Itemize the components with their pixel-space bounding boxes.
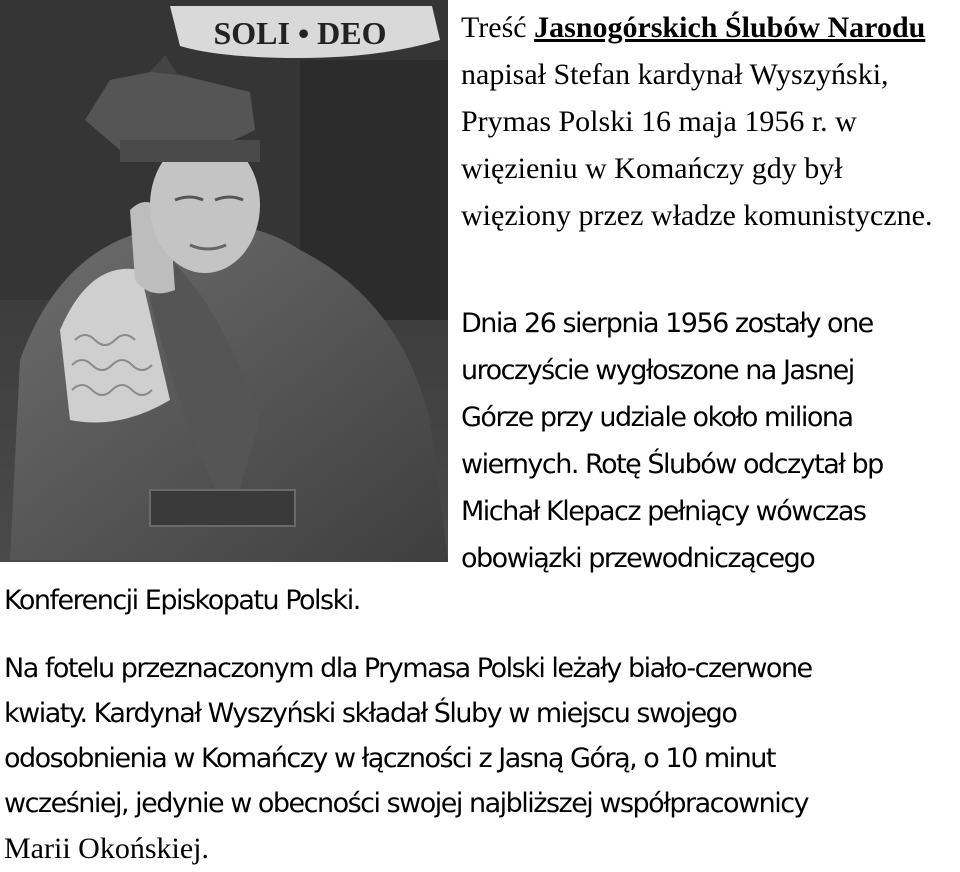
book-shape — [150, 490, 295, 526]
closing-paragraph — [4, 646, 956, 872]
banner-text: SOLI • DEO — [213, 15, 387, 51]
closing-text: Na fotelu przeznaczonym dla Prymasa Polski leżały biało-czerwone kwiaty. Kardynał Wyszyński składał Śluby w miejscu swojego odosobnienia w Komańczy w łączności z Jasną Górą, o 10 minut wcześniej, jedynie w obecności swojej najbliższej współpracownicy — [4, 653, 812, 819]
intro-paragraph — [461, 4, 956, 239]
intro-prefix: Treść — [461, 11, 535, 44]
intro-rest: napisał Stefan kardynał Wyszyński, Prymas Polski 16 maja 1956 r. w więzieniu w Komańczy gdy był więziony przez władze komunistyczne. — [461, 58, 933, 232]
ceremony-paragraph: Dnia 26 sierpnia 1956 zostały one uroczyście wygłoszone na Jasnej Górze przy udziale około miliona wiernych. Rotę Ślubów odczytał bp Michał Klepacz pełniący wówczas obowiązki przewodniczącego — [461, 308, 883, 574]
vows-link[interactable]: Jasnogórskich Ślubów Narodu — [534, 11, 926, 44]
closing-last-line: Marii Okońskiej. — [4, 832, 209, 865]
cardinal-photo-drawing — [0, 0, 448, 562]
cardinal-photo — [0, 0, 448, 562]
ceremony-continuation: Konferencji Episkopatu Polski. — [4, 585, 360, 616]
